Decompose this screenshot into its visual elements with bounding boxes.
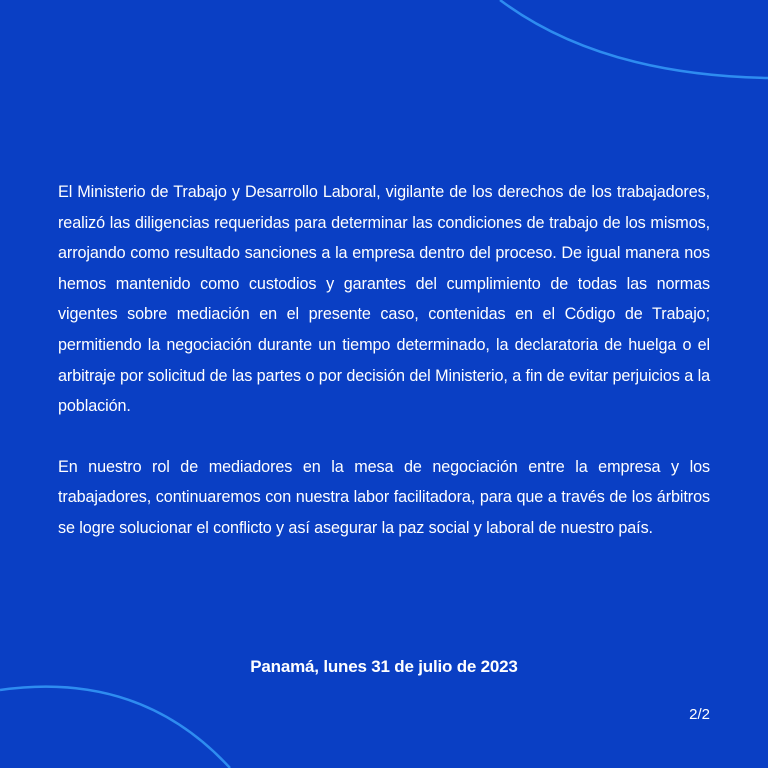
page-indicator: 2/2 bbox=[689, 706, 710, 723]
paragraph-2: En nuestro rol de mediadores en la mesa de negociación entre la empresa y los trabajadores, continuaremos con nuestra labor facilitadora, para que a través de los árbitros se logre solucionar el conflicto y así asegurar la paz social y laboral de nuestro país. bbox=[58, 457, 710, 537]
bottom-left-curve bbox=[0, 687, 230, 768]
paragraph-1: El Ministerio de Trabajo y Desarrollo Laboral, vigilante de los derechos de los trabajadores, realizó las diligencias requeridas para determinar las condiciones de trabajo de los mismos, arrojando como resultado sanciones a la empresa dentro del proceso. De igual manera nos hemos mantenido como custodios y garantes del cumplimiento de todas las normas vigentes sobre mediación en el presente caso, contenidas en el Código de Trabajo; permitiendo la negociación durante un tiempo determinado, la declaratoria de huelga o el arbitraje por solicitud de las partes o por decisión del Ministerio, a fin de evitar perjuicios a la población. bbox=[58, 183, 710, 416]
top-right-curve bbox=[500, 0, 768, 78]
date-line: Panamá, lunes 31 de julio de 2023 bbox=[250, 657, 518, 676]
statement-body bbox=[58, 177, 710, 544]
